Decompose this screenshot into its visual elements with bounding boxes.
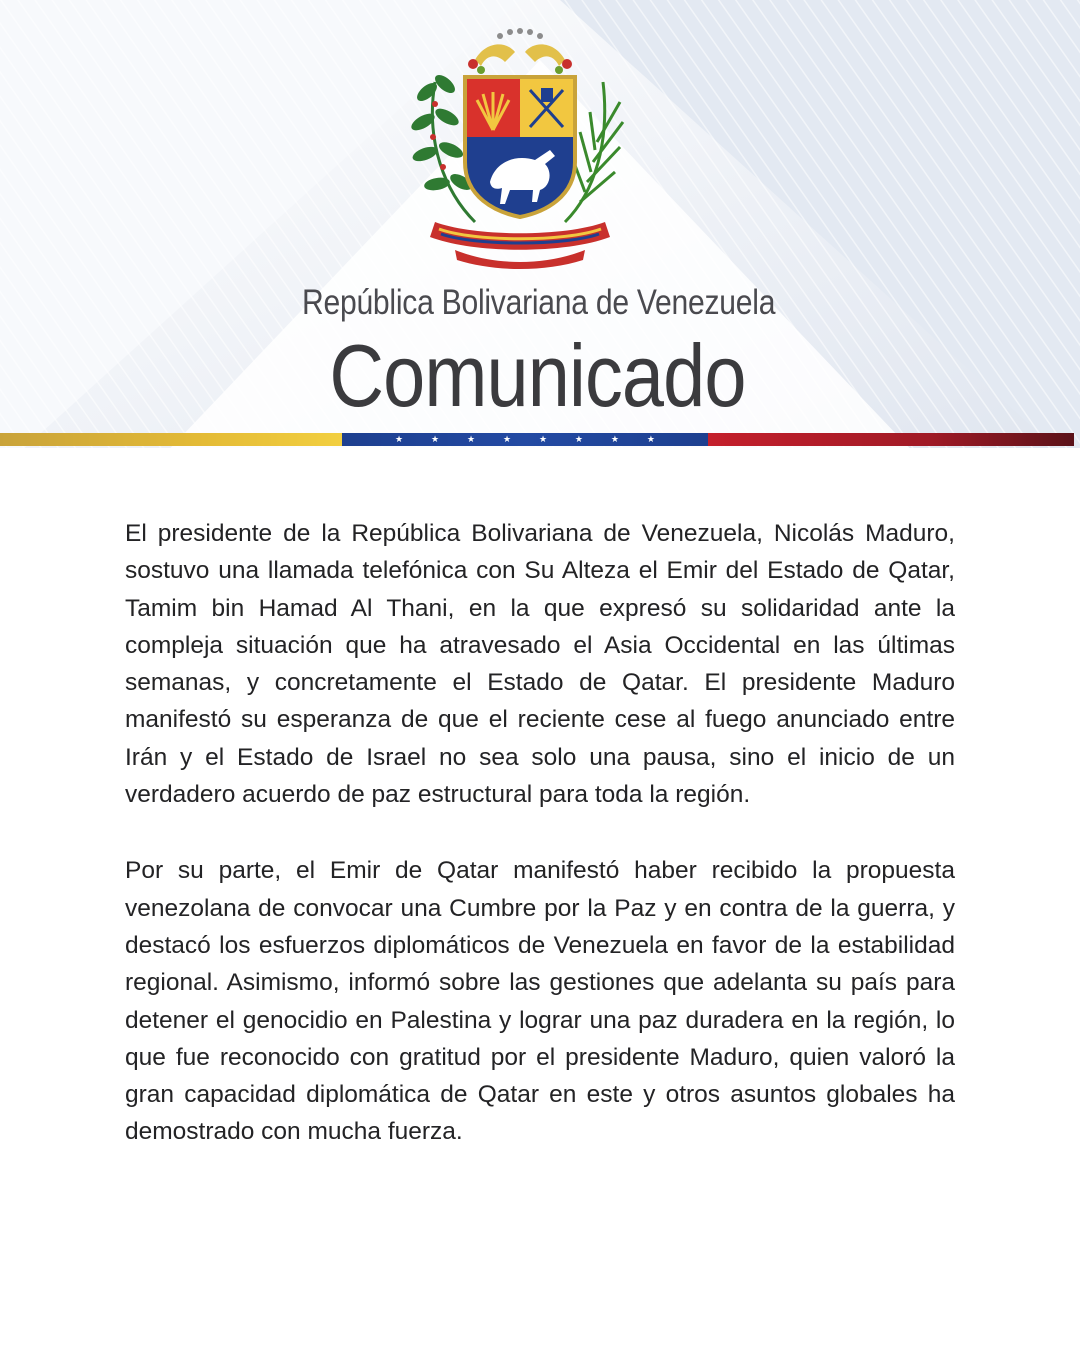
star-icon: ★ (574, 434, 583, 444)
star-icon: ★ (538, 434, 548, 444)
flag-stripe-red (708, 433, 1074, 446)
communique-body (125, 515, 955, 1151)
body-paragraph: El presidente de la República Bolivariana de Venezuela, Nicolás Maduro, sostuvo una llamada telefónica con Su Alteza el Emir del Estado de Qatar, Tamim bin Hamad Al Thani, en la que expresó su solidaridad ante la compleja situación que ha atravesado el Asia Occidental en las últimas semanas, y concretamente el Estado de Qatar. El presidente Maduro manifestó su esperanza de que el reciente cese al fuego anunciado entre Irán y el Estado de Israel no sea solo una pausa, sino el inicio de un verdadero acuerdo de paz estructural para toda la región. (125, 520, 955, 809)
star-icon: ★ (646, 434, 655, 444)
star-icon: ★ (502, 434, 512, 444)
body-paragraph: Por su parte, el Emir de Qatar manifestó haber recibido la propuesta venezolana de convocar una Cumbre por la Paz y en contra de la guerra, y destacó los esfuerzos diplomáticos de Venezuela en favor de la estabilidad regional. Asimismo, informó sobre las gestiones que adelanta su país para detener el genocidio en Palestina y lograr una paz duradera en la región, lo que fue reconocido con gratitud por el presidente Maduro, quien valoró la gran capacidad diplomática de Qatar en este y otros asuntos globales ha demostrado con mucha fuerza. (125, 857, 955, 1146)
flag-stars (395, 433, 655, 446)
star-icon: ★ (466, 434, 476, 444)
page-title: Comunicado (329, 326, 746, 425)
star-icon: ★ (395, 434, 404, 444)
flag-stripe-yellow (0, 433, 342, 446)
communique-header (0, 0, 1080, 480)
coat-of-arms-icon (405, 22, 635, 272)
star-icon: ★ (610, 434, 619, 444)
country-name: República Bolivariana de Venezuela (302, 283, 776, 322)
star-icon: ★ (430, 434, 440, 444)
